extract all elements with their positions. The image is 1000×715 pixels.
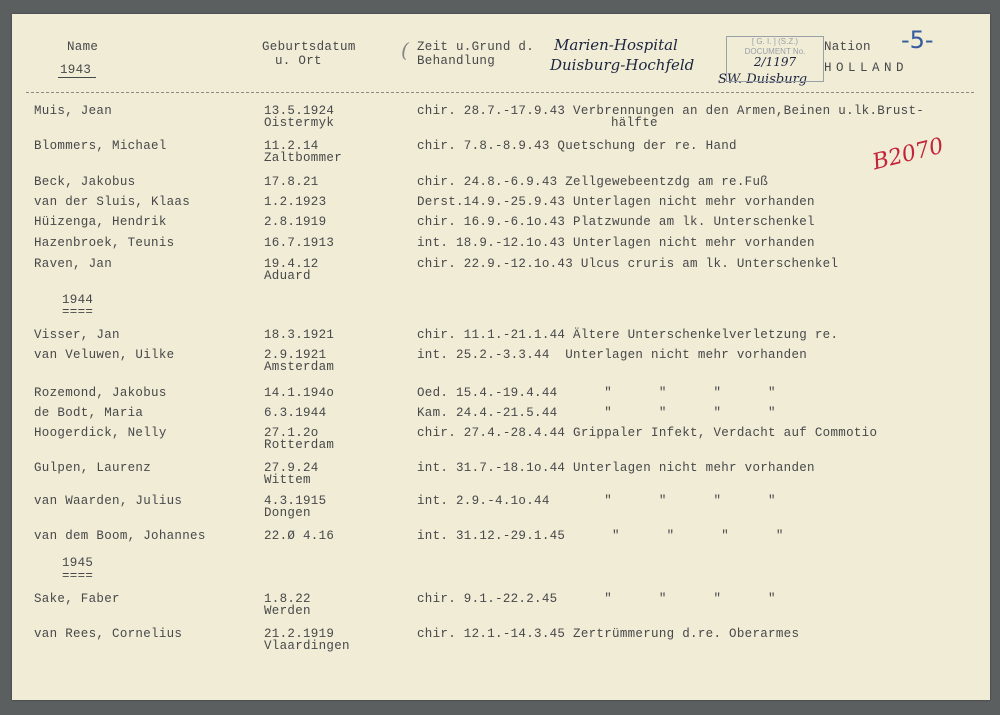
record-birth-place: Wittem xyxy=(264,473,311,487)
document-stamp xyxy=(726,36,824,82)
record-treatment: Oed. 15.4.-19.4.44 " " " " xyxy=(417,386,776,400)
record-birth-place: Vlaardingen xyxy=(264,639,350,653)
record-treatment: chir. 11.1.-21.1.44 Ältere Unterschenkelverletzung re. xyxy=(417,328,839,342)
record-treatment: int. 25.2.-3.3.44 Unterlagen nicht mehr vorhanden xyxy=(417,348,808,362)
record-treatment: chir. 22.9.-12.1o.43 Ulcus cruris am lk. Unterschenkel xyxy=(417,257,839,271)
red-handwritten-mark: B2070 xyxy=(870,133,947,176)
record-birth-place: Oistermyk xyxy=(264,116,335,130)
record-name: Blommers, Michael xyxy=(34,139,167,153)
record-birth-date: 27.1.2o xyxy=(264,426,319,440)
record-treatment: chir. 24.8.-6.9.43 Zellgewebeentzdg am re.Fuß xyxy=(417,175,769,189)
stamp-line2: DOCUMENT No. xyxy=(744,47,806,56)
record-name: Raven, Jan xyxy=(34,257,113,271)
record-name: Visser, Jan xyxy=(34,328,120,342)
page-number: -5- xyxy=(901,26,934,54)
record-treatment: chir. 28.7.-17.9.43 Verbrennungen an den Armen,Beinen u.lk.Brust- xyxy=(417,104,925,118)
year-heading-1945: 1945 xyxy=(62,556,94,570)
record-birth-date: 6.3.1944 xyxy=(264,406,327,420)
record-treatment: int. 2.9.-4.1o.44 " " " " xyxy=(417,494,776,508)
nation-value: HOLLAND xyxy=(824,61,909,75)
record-birth-date: 4.3.1915 xyxy=(264,494,327,508)
stamp-number: 2/1197 xyxy=(753,55,797,69)
record-name: Rozemond, Jakobus xyxy=(34,386,167,400)
record-name: Hüizenga, Hendrik xyxy=(34,215,167,229)
treatment-column-header: Zeit u.Grund d. xyxy=(417,40,535,54)
nation-column-header: Nation xyxy=(824,40,871,54)
record-birth-place: Aduard xyxy=(264,269,311,283)
record-name: Gulpen, Laurenz xyxy=(34,461,152,475)
record-name: van Waarden, Julius xyxy=(34,494,183,508)
record-treatment: chir. 16.9.-6.1o.43 Platzwunde am lk. Unterschenkel xyxy=(417,215,815,229)
year-underline xyxy=(58,77,96,78)
treatment-column-header-line2: Behandlung xyxy=(417,54,496,68)
hospital-handwriting-line3: SW. Duisburg xyxy=(718,72,808,87)
record-birth-place: Rotterdam xyxy=(264,438,335,452)
record-birth-date: 16.7.1913 xyxy=(264,236,335,250)
record-name: de Bodt, Maria xyxy=(34,406,144,420)
record-birth-date: 13.5.1924 xyxy=(264,104,335,118)
record-birth-date: 2.9.1921 xyxy=(264,348,327,362)
record-treatment: int. 31.7.-18.1o.44 Unterlagen nicht mehr vorhanden xyxy=(417,461,815,475)
record-name: van Rees, Cornelius xyxy=(34,627,183,641)
year-underline-1945: ==== xyxy=(62,569,94,583)
header-separator xyxy=(26,92,974,93)
record-birth-date: 21.2.1919 xyxy=(264,627,335,641)
record-treatment: int. 31.12.-29.1.45 " " " " xyxy=(417,529,784,543)
record-treatment-cont: hälfte xyxy=(611,116,658,130)
record-birth-place: Dongen xyxy=(264,506,311,520)
hospital-handwriting-line2: Duisburg-Hochfeld xyxy=(550,56,695,74)
record-birth-date: 11.2.14 xyxy=(264,139,319,153)
record-name: van der Sluis, Klaas xyxy=(34,195,191,209)
record-birth-date: 2.8.1919 xyxy=(264,215,327,229)
year-underline-1944: ==== xyxy=(62,305,94,319)
stamp-line1: [ G. I. ] (S.Z.) xyxy=(751,37,799,46)
name-column-header: Name xyxy=(67,40,99,54)
record-name: Hazenbroek, Teunis xyxy=(34,236,175,250)
record-birth-date: 27.9.24 xyxy=(264,461,319,475)
dob-column-header-line2: u. Ort xyxy=(275,54,322,68)
record-name: Beck, Jakobus xyxy=(34,175,136,189)
record-treatment: chir. 12.1.-14.3.45 Zertrümmerung d.re. Oberarmes xyxy=(417,627,800,641)
dob-column-header: Geburtsdatum xyxy=(262,40,356,54)
record-treatment: Derst.14.9.-25.9.43 Unterlagen nicht mehr vorhanden xyxy=(417,195,815,209)
record-birth-place: Zaltbommer xyxy=(264,151,343,165)
record-treatment: chir. 27.4.-28.4.44 Grippaler Infekt, Verdacht auf Commotio xyxy=(417,426,878,440)
record-birth-date: 1.2.1923 xyxy=(264,195,327,209)
record-name: Hoogerdick, Nelly xyxy=(34,426,167,440)
year-heading-1944: 1944 xyxy=(62,293,94,307)
record-birth-place: Werden xyxy=(264,604,311,618)
record-birth-date: 18.3.1921 xyxy=(264,328,335,342)
hospital-handwriting-line1: Marien-Hospital xyxy=(554,36,678,54)
record-birth-date: 22.Ø 4.16 xyxy=(264,529,335,543)
record-name: van dem Boom, Johannes xyxy=(34,529,206,543)
record-birth-date: 1.8.22 xyxy=(264,592,311,606)
record-birth-date: 14.1.194o xyxy=(264,386,335,400)
record-birth-date: 19.4.12 xyxy=(264,257,319,271)
record-treatment: chir. 9.1.-22.2.45 " " " " xyxy=(417,592,776,606)
document-page xyxy=(12,14,990,700)
record-name: Sake, Faber xyxy=(34,592,120,606)
record-birth-place: Amsterdam xyxy=(264,360,335,374)
record-treatment: Kam. 24.4.-21.5.44 " " " " xyxy=(417,406,776,420)
record-birth-date: 17.8.21 xyxy=(264,175,319,189)
record-treatment: chir. 7.8.-8.9.43 Quetschung der re. Hand xyxy=(417,139,737,153)
handwritten-mark: ( xyxy=(401,38,409,62)
year-heading-1943: 1943 xyxy=(60,63,92,77)
record-name: Muis, Jean xyxy=(34,104,113,118)
record-treatment: int. 18.9.-12.1o.43 Unterlagen nicht mehr vorhanden xyxy=(417,236,815,250)
record-name: van Veluwen, Uilke xyxy=(34,348,175,362)
